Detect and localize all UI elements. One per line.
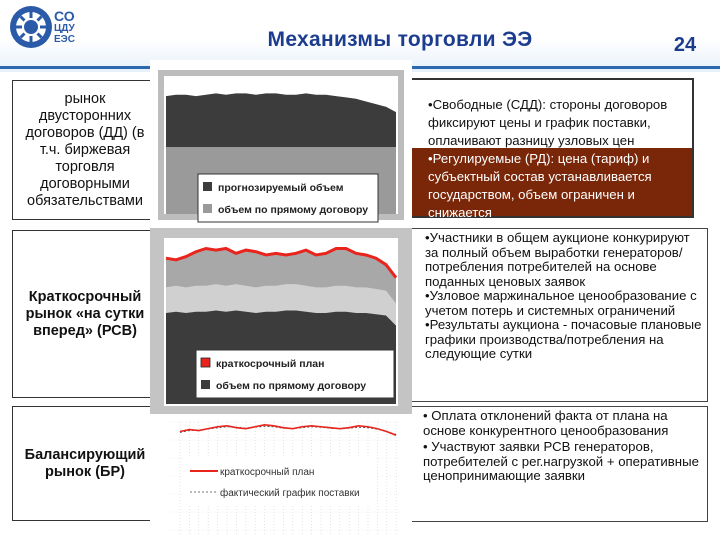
bullet-text: •Регулируемые (РД): цена (тариф) и субъектный состав устанавливается государством, объем ограничен и снижается	[428, 151, 652, 220]
market-label-text: Балансирующий рынок (БР)	[24, 446, 146, 480]
logo-word: СО	[54, 8, 75, 24]
legend-label: прогнозируемый объем	[218, 182, 344, 194]
legend-swatch	[203, 182, 212, 191]
market-label-dd	[12, 80, 158, 220]
charts-svg	[150, 60, 412, 538]
description-box-dd	[408, 78, 694, 218]
description-dd-regulated	[410, 148, 692, 220]
bullet-text: • Участвуют заявки РСВ генераторов, потребителей с рег.нагрузкой + оперативные ценопринимающие заявки	[423, 439, 699, 483]
legend-label: фактический график поставки	[220, 488, 360, 499]
legend-swatch	[203, 204, 212, 213]
bullet-text: • Оплата отклонений факта от плана на основе конкурентного ценообразования	[423, 408, 669, 438]
market-label-rsv	[12, 230, 158, 398]
company-logo	[8, 4, 54, 50]
bullet-text: •Участники в общем аукционе конкурируют за полный объем выработки генераторов/потребления потребителей на основе поданных ценовых заявок	[425, 230, 690, 289]
legend-label: краткосрочный план	[220, 467, 315, 478]
bullet-text: •Узловое маржинальное ценообразование с учетом потерь и системных ограничений	[425, 288, 697, 318]
legend-label: объем по прямому договору	[216, 380, 367, 392]
bullet-text: •Свободные (СДД): стороны договоров фиксируют цены и график поставки, оплачивают разницу узловых цен	[428, 97, 668, 148]
charts-panel	[150, 60, 412, 538]
page-title: Механизмы торговли ЭЭ	[267, 28, 533, 51]
market-label-text: рынок двусторонних договоров (ДД) (в т.ч. биржевая торговля договорными обязательствами	[25, 90, 145, 209]
legend-label: объем по прямому договору	[218, 204, 369, 216]
description-box-rsv	[408, 228, 708, 402]
legend-label: краткосрочный план	[216, 358, 325, 370]
legend-swatch	[201, 380, 210, 389]
page-number: 24	[673, 34, 697, 56]
market-label-br	[12, 406, 158, 521]
market-label-text: Краткосрочный рынок «на сутки вперед» (РСВ)	[25, 288, 145, 339]
legend-swatch	[201, 358, 210, 367]
logo-word: ЕЭС	[54, 34, 76, 45]
logo-caption	[54, 9, 75, 45]
bullet-text: •Результаты аукциона - почасовые плановые графики производства/потребления на следующие сутки	[425, 317, 702, 361]
description-dd-free	[410, 80, 692, 148]
logo-icon	[8, 4, 54, 50]
logo-word: ЦДУ	[54, 23, 75, 34]
description-box-br	[408, 406, 708, 522]
